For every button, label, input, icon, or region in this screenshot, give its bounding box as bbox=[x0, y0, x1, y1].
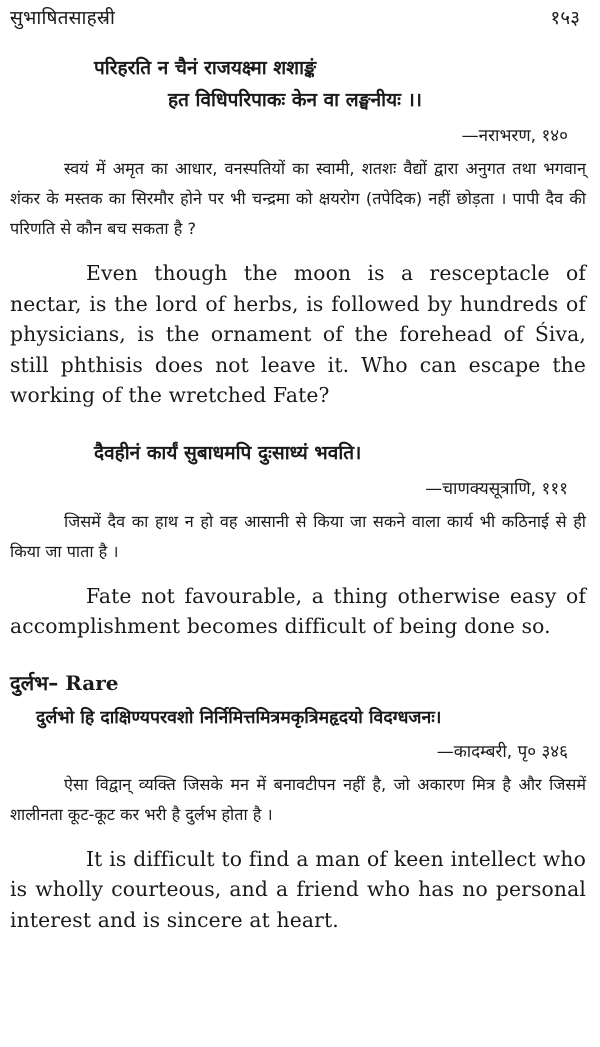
page-header bbox=[10, 0, 586, 44]
sanskrit-verse bbox=[10, 52, 586, 116]
verse-source: —चाणक्यसूत्राणि, १११ bbox=[425, 478, 568, 499]
section-rare bbox=[10, 668, 586, 936]
running-title: सुभाषितसाहस्री bbox=[10, 7, 116, 29]
sanskrit-verse bbox=[10, 702, 586, 734]
english-translation: It is difficult to find a man of keen intellect who is wholly courteous, and a friend who has no personal interest and is sincere at heart. bbox=[10, 846, 586, 932]
section-heading-hindi: दुर्लभ– bbox=[10, 670, 59, 695]
verse-line-2: हत विधिपरिपाकः केन वा लङ्घनीयः ।। bbox=[168, 89, 422, 111]
entry-1 bbox=[10, 52, 586, 411]
english-translation: Fate not favourable, a thing otherwise easy of accomplishment becomes difficult of being done so. bbox=[10, 583, 586, 638]
hindi-translation: जिसमें दैव का हाथ न हो वह आसानी से किया जा सकने वाला कार्य भी कठिनाई से ही किया जा पाता है । bbox=[10, 511, 586, 561]
english-translation: Even though the moon is a resceptacle of nectar, is the lord of herbs, is followed by hundreds of physicians, is the ornament of the forehead of Śiva, still phthisis does not leave it. Who can escape the working of the wretched Fate? bbox=[10, 261, 586, 407]
section-heading bbox=[10, 668, 586, 698]
hindi-translation: स्वयं में अमृत का आधार, वनस्पतियों का स्वामी, शतशः वैद्यों द्वारा अनुगत तथा भगवान् शंकर के मस्तक का सिरमौर होने पर भी चन्द्रमा को क्षयरोग (तपेदिक) नहीं छोड़ता । पापी दैव की परिणति से कौन बच सकता है ? bbox=[10, 159, 586, 238]
verse-line-1: दुर्लभो हि दाक्षिण्यपरवशो निर्निमित्तमित्रमकृत्रिमहृदयो विदग्धजनः। bbox=[36, 707, 442, 728]
verse-source: —नराभरण, १४० bbox=[461, 126, 568, 146]
verse-line-1: परिहरति न चैनं राजयक्ष्मा शशाङ्कं bbox=[94, 57, 317, 79]
verse-source: —कादम्बरी, पृ० ३४६ bbox=[436, 741, 568, 762]
section-heading-english: Rare bbox=[58, 670, 119, 695]
entry-2 bbox=[10, 437, 586, 642]
hindi-translation: ऐसा विद्वान् व्यक्ति जिसके मन में बनावटीपन नहीं है, जो अकारण मित्र है और जिसमें शालीनता कूट-कूट कर भरी है दुर्लभ होता है । bbox=[10, 774, 586, 824]
page-number: १५३ bbox=[550, 7, 580, 29]
sanskrit-verse bbox=[10, 437, 586, 469]
verse-line-1: दैवहीनं कार्यं सुबाधमपि दुःसाध्यं भवति। bbox=[94, 441, 362, 464]
